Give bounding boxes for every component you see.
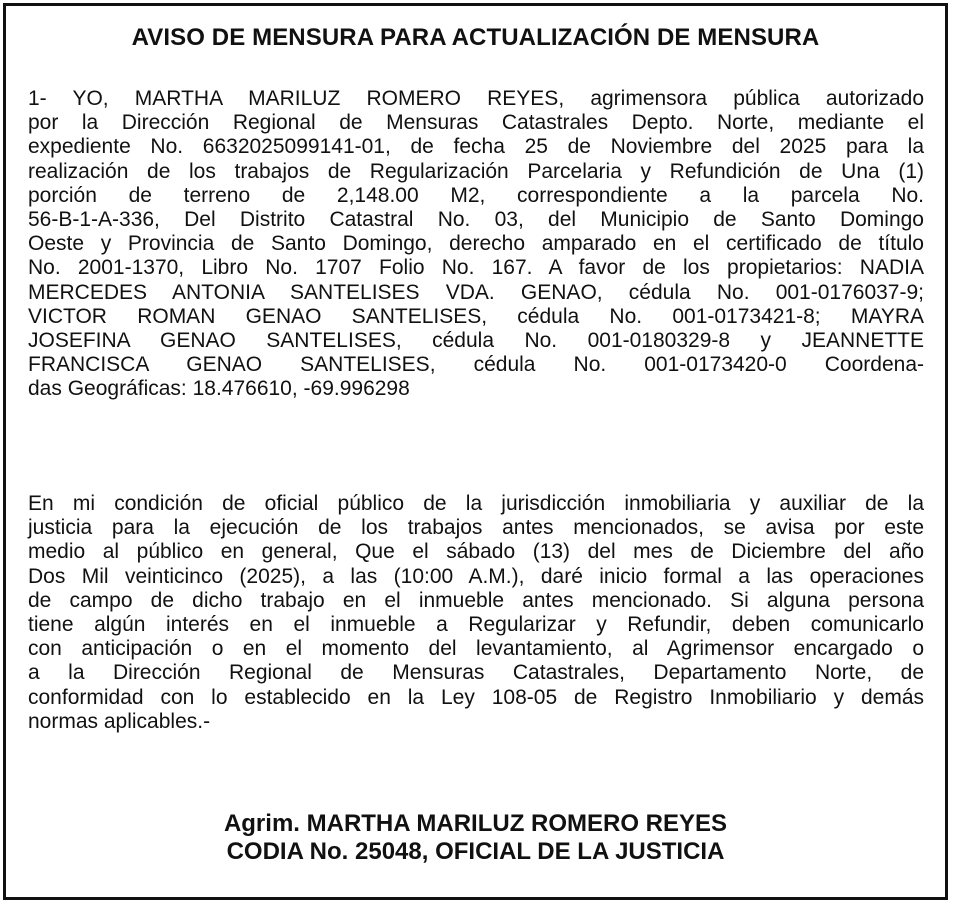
paragraph-line: VICTOR ROMAN GENAO SANTELISES, cédula No. 001-0173421-8; MAYRA [28, 304, 924, 328]
notice-title: AVISO DE MENSURA PARA ACTUALIZACIÓN DE MENSURA [131, 24, 820, 51]
paragraph-line: de campo de dicho trabajo en el inmueble antes mencionado. Si alguna persona [28, 588, 924, 612]
paragraph-line: das Geográficas: 18.476610, -69.996298 [28, 377, 410, 401]
paragraph-line: 56-B-1-A-336, Del Distrito Catastral No. 03, del Municipio de Santo Domingo [28, 208, 924, 232]
paragraph-line: MERCEDES ANTONIA SANTELISES VDA. GENAO, cédula No. 001-0176037-9; [28, 280, 924, 304]
signature-codia: CODIA No. 25048, OFICIAL DE LA JUSTICIA [226, 838, 725, 865]
paragraph-line: No. 2001-1370, Libro No. 1707 Folio No. 167. A favor de los propietarios: NADIA [28, 256, 924, 280]
paragraph-line: realización de los trabajos de Regularización Parcelaria y Refundición de Una (1) [28, 159, 924, 183]
paragraph-line: conformidad con lo establecido en la Ley 108-05 de Registro Inmobiliario y demás [28, 685, 924, 709]
paragraph-line: FRANCISCA GENAO SANTELISES, cédula No. 001-0173420-0 Coordena- [28, 353, 924, 377]
paragraph-line: tiene algún interés en el inmueble a Regularizar y Refundir, deben comunicarlo [28, 613, 924, 637]
paragraph-line: expediente No. 6632025099141-01, de fecha 25 de Noviembre del 2025 para la [28, 135, 924, 159]
paragraph-line: Dos Mil veinticinco (2025), a las (10:00 A.M.), daré inicio formal a las operaciones [28, 564, 924, 588]
signature-name: Agrim. MARTHA MARILUZ ROMERO REYES [223, 810, 728, 837]
paragraph-line: porción de terreno de 2,148.00 M2, correspondiente a la parcela No. [28, 183, 924, 207]
paragraph-line: JOSEFINA GENAO SANTELISES, cédula No. 001-0180329-8 y JEANNETTE [28, 329, 924, 353]
paragraph-line: normas aplicables.- [28, 709, 211, 733]
paragraph-line: a la Dirección Regional de Mensuras Catastrales, Departamento Norte, de [28, 661, 924, 685]
notice-paragraph-1 [28, 87, 924, 402]
paragraph-line: medio al público en general, Que el sábado (13) del mes de Diciembre del año [28, 540, 924, 564]
paragraph-line: Oeste y Provincia de Santo Domingo, derecho amparado en el certificado de título [28, 232, 924, 256]
paragraph-line: con anticipación o en el momento del levantamiento, al Agrimensor encargado o [28, 637, 924, 661]
notice-paragraph-2 [28, 492, 924, 734]
signature-block [6, 810, 945, 866]
paragraph-line: por la Dirección Regional de Mensuras Catastrales Depto. Norte, mediante el [28, 111, 924, 135]
notice-frame [3, 3, 948, 900]
paragraph-line: 1- YO, MARTHA MARILUZ ROMERO REYES, agrimensora pública autorizado [28, 87, 924, 110]
paragraph-line: En mi condición de oficial público de la jurisdicción inmobiliaria y auxiliar de la [28, 492, 924, 515]
paragraph-line: justicia para la ejecución de los trabajos antes mencionados, se avisa por este [28, 516, 924, 540]
